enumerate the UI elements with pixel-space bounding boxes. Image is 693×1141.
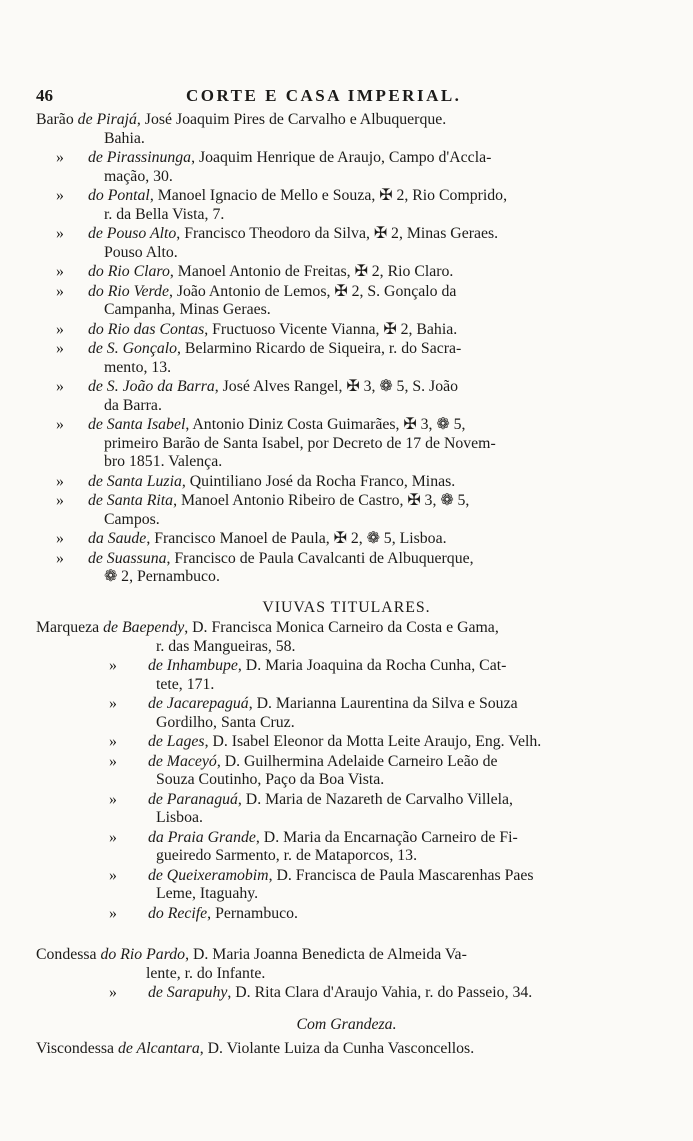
entry-title: do Pontal bbox=[87, 187, 150, 204]
entry-prefix: » bbox=[56, 225, 64, 242]
entry-text: , Francisco Theodoro da Silva, ✠ 2, Minas Geraes. bbox=[176, 225, 499, 242]
entry-prefix: » bbox=[56, 472, 64, 490]
entry-text: , D. Francisca Monica Carneiro da Costa e Gama, bbox=[184, 619, 499, 636]
entry-prefix: » bbox=[56, 492, 64, 509]
entry-text: , Quintiliano José da Rocha Franco, Minas. bbox=[181, 472, 456, 490]
entry-continuation: primeiro Barão de Santa Isabel, por Decreto de 17 de Novem- bbox=[104, 434, 496, 452]
entry-continuation: Lisboa. bbox=[156, 809, 203, 826]
entry-prefix: Barão bbox=[36, 111, 74, 128]
list-entry bbox=[36, 111, 664, 148]
list-entry bbox=[36, 263, 664, 282]
entry-prefix: » bbox=[109, 657, 117, 674]
entry-prefix: » bbox=[56, 282, 64, 300]
entry-title: de Suassuna bbox=[87, 549, 167, 567]
entry-text: , Manoel Antonio Ribeiro de Castro, ✠ 3, ❁ 5, bbox=[173, 492, 470, 509]
entry-text: , D. Maria da Encarnação Carneiro de Fi- bbox=[255, 828, 518, 846]
baroes-list bbox=[36, 111, 664, 588]
entry-prefix: » bbox=[109, 695, 117, 712]
entry-title: da Saude bbox=[87, 530, 147, 547]
marquezas-list bbox=[36, 619, 664, 924]
entry-prefix: Marqueza bbox=[36, 619, 100, 636]
entry-continuation: bro 1851. Valença. bbox=[104, 453, 223, 470]
entry-title: de Pirajá bbox=[77, 111, 137, 128]
entry-title: do Rio Claro bbox=[87, 263, 170, 280]
list-entry bbox=[36, 473, 664, 492]
entry-text: , D. Violante Luiza da Cunha Vasconcellos. bbox=[199, 1040, 475, 1057]
entry-continuation: Campos. bbox=[104, 510, 160, 528]
entry-text: , D. Maria de Nazareth de Carvalho Villela, bbox=[237, 790, 514, 808]
entry-prefix: » bbox=[109, 984, 117, 1001]
entry-title: de Jacarepaguá bbox=[147, 695, 249, 712]
entry-prefix: Condessa bbox=[36, 946, 97, 963]
entry-title: de Pirassinunga bbox=[87, 149, 192, 166]
entry-prefix: » bbox=[109, 790, 117, 808]
entry-continuation: Campanha, Minas Geraes. bbox=[104, 301, 271, 318]
entry-continuation: Souza Coutinho, Paço da Boa Vista. bbox=[156, 771, 385, 788]
entry-text: , Manoel Ignacio de Mello e Souza, ✠ 2, Rio Comprido, bbox=[149, 187, 508, 204]
entry-title: de Lages bbox=[147, 733, 205, 750]
entry-title: do Rio Pardo bbox=[100, 946, 186, 963]
entry-title: de Sarapuhy bbox=[147, 984, 228, 1001]
page-number: 46 bbox=[36, 86, 53, 105]
list-entry bbox=[36, 530, 664, 549]
list-entry bbox=[36, 791, 664, 828]
entry-text: , Belarmino Ricardo de Siqueira, r. do Sacra- bbox=[177, 340, 462, 357]
entry-text: , Antonio Diniz Costa Guimarães, ✠ 3, ❁ 5, bbox=[185, 416, 466, 433]
entry-prefix: » bbox=[56, 416, 64, 433]
entry-title: de Santa Luzia bbox=[87, 472, 182, 490]
entry-title: do Rio das Contas bbox=[87, 320, 205, 338]
entry-title: de Paranaguá bbox=[147, 790, 238, 808]
entry-text: , D. Maria Joaquina da Rocha Cunha, Cat- bbox=[237, 657, 507, 674]
viscondessa-entry bbox=[36, 1040, 664, 1059]
entry-title: de Inhambupe bbox=[147, 657, 238, 674]
entry-continuation: gueiredo Sarmento, r. de Mataporcos, 13. bbox=[156, 847, 418, 864]
entry-text: , Pernambuco. bbox=[207, 904, 298, 922]
entry-text: , Francisco Manoel de Paula, ✠ 2, ❁ 5, Lisboa. bbox=[146, 530, 447, 547]
entry-prefix: » bbox=[109, 733, 117, 750]
entry-text: , José Alves Rangel, ✠ 3, ❁ 5, S. João bbox=[214, 378, 458, 395]
entry-continuation: r. das Mangueiras, 58. bbox=[156, 637, 296, 655]
section-title-viuvas: VIUVAS TITULARES. bbox=[262, 599, 431, 616]
list-entry bbox=[36, 225, 664, 262]
entry-title: de Maceyó bbox=[147, 752, 217, 770]
entry-prefix: » bbox=[109, 866, 117, 884]
entry-title: de S. João da Barra bbox=[87, 378, 215, 395]
entry-text: , D. Maria Joanna Benedicta de Almeida Va- bbox=[185, 946, 467, 963]
entry-title: do Recife bbox=[147, 904, 208, 922]
list-entry bbox=[36, 416, 664, 472]
list-entry bbox=[36, 829, 664, 866]
entry-continuation: Bahia. bbox=[104, 129, 145, 147]
entry-text: , João Antonio de Lemos, ✠ 2, S. Gonçalo da bbox=[168, 282, 457, 300]
list-entry bbox=[36, 946, 664, 983]
entry-continuation: mação, 30. bbox=[104, 167, 173, 185]
running-head: CORTE E CASA IMPERIAL. bbox=[186, 86, 462, 105]
list-entry bbox=[36, 340, 664, 377]
entry-continuation: da Barra. bbox=[104, 396, 162, 414]
list-entry bbox=[36, 321, 664, 340]
entry-prefix: » bbox=[56, 263, 64, 280]
entry-title: de Baependy bbox=[103, 619, 185, 636]
list-entry bbox=[36, 695, 664, 732]
entry-text: , Joaquim Henrique de Araujo, Campo d'Accla- bbox=[191, 149, 492, 166]
list-entry bbox=[36, 378, 664, 415]
entry-prefix: » bbox=[56, 549, 64, 567]
list-entry bbox=[36, 149, 664, 186]
list-entry bbox=[36, 867, 664, 904]
entry-text: , D. Marianna Laurentina da Silva e Souza bbox=[248, 695, 518, 712]
entry-text: , D. Francisca de Paula Mascarenhas Paes bbox=[268, 866, 534, 884]
entry-continuation: r. da Bella Vista, 7. bbox=[104, 205, 225, 223]
entry-continuation: Gordilho, Santa Cruz. bbox=[156, 713, 295, 731]
entry-text: , Francisco de Paula Cavalcanti de Albuquerque, bbox=[166, 549, 474, 567]
entry-text: , D. Guilhermina Adelaide Carneiro Leão de bbox=[216, 752, 498, 770]
entry-continuation: ❁ 2, Pernambuco. bbox=[104, 568, 220, 585]
entry-prefix: » bbox=[109, 904, 117, 922]
entry-prefix: » bbox=[56, 340, 64, 357]
entry-prefix: » bbox=[109, 828, 117, 846]
list-entry bbox=[36, 283, 664, 320]
list-entry bbox=[36, 619, 664, 656]
entry-title: da Praia Grande bbox=[147, 828, 256, 846]
list-entry bbox=[36, 905, 664, 924]
entry-prefix: » bbox=[56, 187, 64, 204]
com-grandeza-heading: Com Grandeza. bbox=[296, 1016, 397, 1033]
entry-text: , José Joaquim Pires de Carvalho e Albuquerque. bbox=[136, 111, 447, 128]
entry-continuation: lente, r. do Infante. bbox=[146, 964, 266, 982]
entry-title: do Rio Verde bbox=[87, 282, 169, 300]
entry-continuation: Pouso Alto. bbox=[104, 243, 178, 261]
list-entry bbox=[36, 753, 664, 790]
entry-prefix: » bbox=[56, 378, 64, 395]
entry-title: de Alcantara bbox=[117, 1040, 200, 1057]
entry-continuation: mento, 13. bbox=[104, 358, 172, 376]
condessas-list bbox=[36, 946, 664, 1004]
list-entry bbox=[36, 550, 664, 587]
entry-title: de Pouso Alto bbox=[87, 225, 177, 242]
list-entry bbox=[36, 657, 664, 694]
entry-title: de S. Gonçalo bbox=[87, 340, 178, 357]
entry-title: de Santa Isabel bbox=[87, 416, 186, 433]
entry-text: , D. Isabel Eleonor da Motta Leite Araujo, Eng. Velh. bbox=[204, 733, 542, 750]
entry-prefix: » bbox=[109, 752, 117, 770]
entry-prefix: Viscondessa bbox=[36, 1040, 115, 1057]
entry-text: , D. Rita Clara d'Araujo Vahia, r. do Passeio, 34. bbox=[227, 984, 533, 1001]
entry-text: , Manoel Antonio de Freitas, ✠ 2, Rio Claro. bbox=[169, 263, 454, 280]
entry-continuation: tete, 171. bbox=[156, 675, 215, 693]
entry-text: , Fructuoso Vicente Vianna, ✠ 2, Bahia. bbox=[204, 320, 458, 338]
list-entry bbox=[36, 187, 664, 224]
entry-prefix: » bbox=[56, 530, 64, 547]
list-entry bbox=[36, 984, 664, 1003]
list-entry bbox=[36, 733, 664, 752]
list-entry bbox=[36, 492, 664, 529]
page-header bbox=[36, 86, 664, 108]
entry-title: de Queixeramobim bbox=[147, 866, 269, 884]
entry-title: de Santa Rita bbox=[87, 492, 174, 509]
entry-prefix: » bbox=[56, 320, 64, 338]
entry-prefix: » bbox=[56, 149, 64, 166]
entry-continuation: Leme, Itaguahy. bbox=[156, 885, 259, 902]
